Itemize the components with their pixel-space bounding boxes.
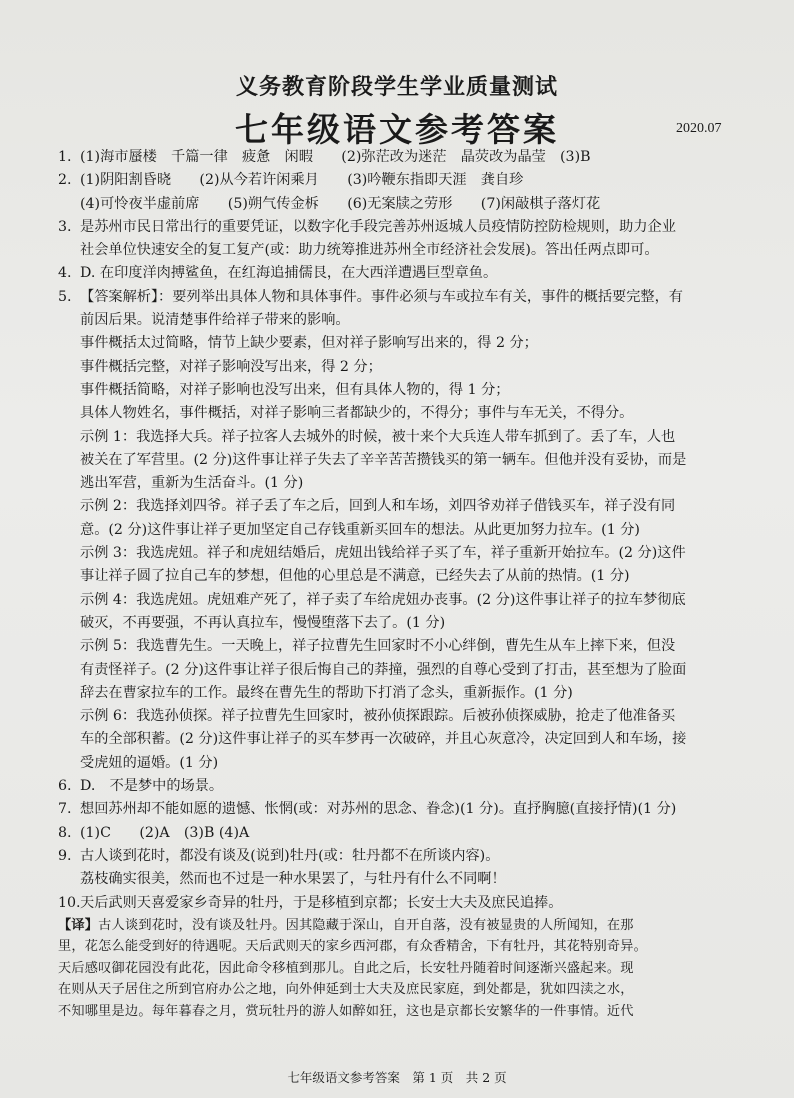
question-number: 1.: [58, 149, 72, 165]
question-number: 5.: [58, 288, 72, 305]
answer-q3: [58, 216, 750, 263]
translation-tag: 【译】: [58, 917, 99, 933]
answer-text: 事件概括完整，对祥子影响没写出来，得 2 分；: [80, 358, 382, 375]
answer-text: 示例 5：我选曹先生。一天晚上，祥子拉曹先生回家时不小心绊倒，曹先生从车上摔下来，但没: [80, 638, 676, 655]
answer-text: (1)阴阳割昏晓 (2)从今若许闲乘月 (3)吟鞭东指即天涯 龚自珍: [80, 172, 524, 189]
answer-text: 社会单位快速安全的复工复产(或：助力统筹推进苏州全市经济社会发展)。答出任两点即可。: [80, 242, 659, 259]
question-number: 9.: [58, 847, 72, 864]
answer-text: 示例 3：我选虎妞。祥子和虎妞结婚后，虎妞出钱给祥子买了车，祥子重新开始拉车。(2 分)这件: [80, 545, 686, 562]
translation-block: [58, 915, 750, 1023]
answer-text: 天后武则天喜爱家乡奇异的牡丹，于是移植到京都；长安士大夫及庶民追捧。: [80, 894, 563, 911]
answer-q2: [58, 169, 750, 216]
answer-text: (1)C (2)A (3)B (4)A: [80, 824, 250, 841]
answer-text: 逃出军营，重新为生活奋斗。(1 分): [80, 475, 304, 492]
answer-text: 示例 6：我选孙侦探。祥子拉曹先生回家时，被孙侦探跟踪。后被孙侦探威胁，抢走了他准备买: [80, 708, 676, 725]
translation-line: 天后感叹御花园没有此花，因此命令移植到那儿。自此之后，长安牡丹随着时间逐渐兴盛起来。现: [58, 960, 634, 976]
answer-text: 前因后果。说清楚事件给祥子带来的影响。: [80, 312, 350, 329]
answer-text: 事让祥子圆了拉自己车的梦想，但他的心里总是不满意，已经失去了从前的热情。(1 分): [80, 568, 630, 585]
question-number: 6.: [58, 778, 72, 795]
question-number: 2.: [58, 172, 72, 189]
answer-text: 事件概括简略，对祥子影响也没写出来，但有具体人物的，得 1 分；: [80, 381, 510, 398]
answer-text: D. 不是梦中的场景。: [80, 778, 224, 795]
question-number: 7.: [58, 801, 72, 818]
answer-text: (4)可怜夜半虚前席 (5)朔气传金柝 (6)无案牍之劳形 (7)闲敲棋子落灯花: [80, 195, 601, 212]
page-footer: 七年级语文参考答案 第 1 页 共 2 页: [287, 1070, 507, 1085]
answer-text: 【答案解析】：要列举出具体人物和具体事件。事件必须与车或拉车有关，事件的概括要完整，有: [80, 288, 683, 305]
answer-text: D. 在印度洋肉搏鲨鱼，在红海追捕儒艮，在大西洋遭遇巨型章鱼。: [80, 265, 498, 282]
question-number: 3.: [58, 218, 72, 235]
translation-line: 里，花怎么能受到好的待遇呢。天后武则天的家乡西河郡，有众香精舍，下有牡丹，其花特别奇异。: [58, 939, 648, 955]
answer-text: 意。(2 分)这件事让祥子更加坚定自己存钱重新买回车的想法。从此更加努力拉车。(1 分): [80, 521, 640, 538]
answer-text: 破灭，不再要强，不再认真拉车，慢慢堕落下去了。(1 分): [80, 614, 446, 631]
answer-text: 辞去在曹家拉车的工作。最终在曹先生的帮助下打消了念头，重新振作。(1 分): [80, 684, 573, 701]
answer-text: 被关在了军营里。(2 分)这件事让祥子失去了辛辛苦苦攒钱买的第一辆车。但他并没有妥协，而是: [80, 451, 687, 468]
answer-q5: [58, 286, 750, 775]
subject-title: 七年级语文参考答案: [235, 110, 559, 149]
answer-text: 示例 1：我选择大兵。祥子拉客人去城外的时候，被十来个大兵连人带车抓到了。丢了车，人也: [80, 428, 676, 445]
question-number: 4.: [58, 265, 72, 282]
answer-text: 有责怪祥子。(2 分)这件事让祥子很后悔自己的莽撞，强烈的自尊心受到了打击，甚至想为了脸面: [80, 661, 687, 678]
exam-date: 2020.07: [676, 121, 722, 136]
answer-text: 古人谈到花时，都没有谈及(说到)牡丹(或：牡丹都不在所谈内容)。: [80, 847, 500, 864]
answer-q6: [58, 775, 750, 798]
answer-text: 示例 4：我选虎妞。虎妞难产死了，祥子卖了车给虎妞办丧事。(2 分)这件事让祥子的拉车梦彻底: [80, 591, 686, 608]
answer-text: 示例 2：我选择刘四爷。祥子丢了车之后，回到人和车场，刘四爷劝祥子借钱买车，祥子没有同: [80, 498, 676, 515]
answer-text: (1)海市蜃楼 千篇一律 疲惫 闲暇 (2)弥茫改为迷茫 晶荧改为晶莹 (3)B: [80, 149, 591, 165]
translation-line: 在则从天子居住之所到官府办公之地，向外伸延到士大夫及庶民家庭，到处都是，犹如四渎之水，: [58, 982, 634, 998]
answer-q10: [58, 892, 750, 915]
answer-content: [58, 146, 750, 1022]
answer-q7: [58, 798, 750, 821]
answer-q1: [58, 146, 750, 169]
translation-line: 古人谈到花时，没有谈及牡丹。因其隐藏于深山，自开自落，没有被显贵的人所闻知，在那: [98, 917, 634, 933]
question-number: 10.: [58, 894, 81, 911]
answer-text: 想回苏州却不能如愿的遗憾、怅惘(或：对苏州的思念、眷念)(1 分)。直抒胸臆(直接抒情)(1 分): [80, 801, 677, 818]
answer-q9: [58, 845, 750, 892]
translation-line: 不知哪里是边。每年暮春之月，赏玩牡丹的游人如醉如狂，这也是京都长安繁华的一件事情。近代: [58, 1003, 634, 1019]
answer-text: 车的全部积蓄。(2 分)这件事让祥子的买车梦再一次破碎，并且心灰意冷，决定回到人和车场，接: [80, 731, 687, 748]
answer-text: 是苏州市民日常出行的重要凭证，以数字化手段完善苏州返城人员疫情防控防检规则，助力企业: [80, 218, 676, 235]
answer-q4: [58, 262, 750, 285]
main-title: 义务教育阶段学生学业质量测试: [235, 74, 558, 100]
answer-text: 事件概括太过简略，情节上缺少要素，但对祥子影响写出来的，得 2 分；: [80, 335, 538, 352]
answer-text: 受虎妞的逼婚。(1 分): [80, 754, 219, 771]
answer-text: 具体人物姓名，事件概括，对祥子影响三者都缺少的，不得分；事件与车无关，不得分。: [80, 405, 634, 422]
answer-q8: [58, 822, 750, 845]
question-number: 8.: [58, 824, 72, 841]
answer-text: 荔枝确实很美，然而也不过是一种水果罢了，与牡丹有什么不同啊！: [80, 871, 506, 888]
